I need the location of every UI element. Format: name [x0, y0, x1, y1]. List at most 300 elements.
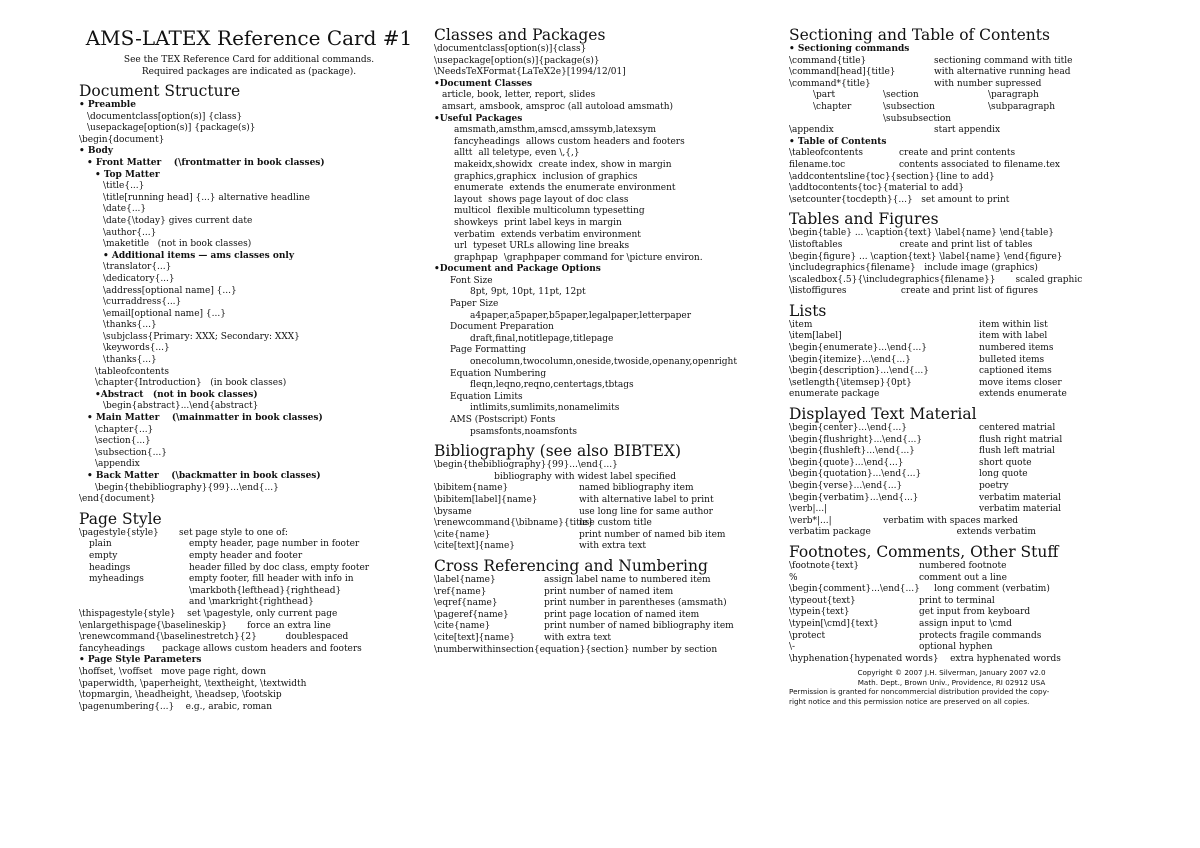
- option-values: draft,final,notitlepage,titlepage: [470, 333, 614, 344]
- table-row: [789, 320, 1114, 332]
- row-command: url: [454, 241, 467, 252]
- row-description: print page location of named item: [544, 609, 700, 620]
- table-row: [79, 597, 419, 609]
- table-row: [789, 355, 1114, 367]
- table-row: [434, 160, 779, 172]
- table-row: [789, 148, 1114, 160]
- section-level: \section: [883, 90, 919, 101]
- row-command: alltt: [454, 148, 473, 159]
- text-line: \date{...}: [103, 204, 147, 215]
- row-command: \begin{quote}...\end{...}: [789, 457, 904, 468]
- text-line: \begin{thebibliography}{99}...\end{...}: [434, 460, 618, 471]
- table-row: [789, 573, 1114, 585]
- row-description: shows page layout of doc class: [488, 194, 629, 205]
- text-line: \title{...}: [103, 181, 145, 192]
- table-row: [434, 241, 779, 253]
- section-heading: Page Style: [79, 509, 162, 528]
- text-line: \scaledbox{.5}{\includegraphics{filename}} scaled graphic: [789, 274, 1083, 285]
- table-row: [789, 389, 1114, 401]
- row-command: \command[head]{title}: [789, 67, 896, 78]
- row-description: item within list: [979, 319, 1048, 330]
- row-description: get input from keyboard: [919, 607, 1031, 618]
- row-command: \cite[text]{name}: [434, 541, 516, 552]
- section-heading: Lists: [789, 301, 827, 320]
- table-row: [434, 541, 779, 553]
- text-line: \pagenumbering{...} e.g., arabic, roman: [79, 701, 273, 712]
- row-command: amsmath,amsthm,amscd,amssymb,latexsym: [454, 125, 657, 136]
- text-line: \enlargethispage{\baselineskip} force an extra line: [79, 620, 331, 631]
- section-level: \subsubsection: [883, 113, 952, 124]
- text-line: • Page Style Parameters: [79, 655, 202, 666]
- row-command: \begin{center}...\end{...}: [789, 423, 907, 434]
- footnotes-table-2: [789, 596, 1114, 654]
- option-label: Equation Numbering: [450, 368, 547, 379]
- row-description: numbered footnote: [919, 560, 1007, 571]
- row-command: \typein{text}: [789, 607, 850, 618]
- section-heading: Classes and Packages: [434, 26, 606, 44]
- text-line: \title[running head] {...} alternative headline: [103, 192, 310, 203]
- text-line: \chapter{...}: [95, 424, 154, 435]
- row-description: flush right matrial: [979, 434, 1063, 445]
- text-line: \address[optional name] {...}: [103, 285, 237, 296]
- table-row: [434, 253, 779, 265]
- row-description: item with label: [979, 331, 1048, 342]
- table-row: [789, 366, 1114, 378]
- option-values: fleqn,leqno,reqno,centertags,tbtags: [470, 380, 634, 391]
- text-line: •Useful Packages: [434, 113, 523, 124]
- option-values: onecolumn,twocolumn,oneside,twoside,openany,openright: [470, 357, 737, 368]
- text-line: \listoffigures create and print list of figures: [789, 286, 1038, 297]
- text-line: \chapter{Introduction} (in book classes): [95, 378, 287, 389]
- row-command: graphpap: [454, 252, 498, 263]
- document-structure-list: [79, 100, 419, 506]
- text-line: \thanks{...}: [103, 355, 157, 366]
- row-command: \cite{name}: [434, 529, 491, 540]
- row-command: \item: [789, 319, 813, 330]
- row-description: move items closer: [979, 377, 1062, 388]
- option-label: Font Size: [450, 275, 493, 286]
- text-line: \appendix: [95, 459, 140, 470]
- row-description: \graphpaper command for \picture environ.: [503, 252, 703, 263]
- text-line: \thispagestyle{style} set \pagestyle, only current page: [79, 608, 338, 619]
- table-row: [434, 148, 779, 160]
- row-command: \tableofcontents: [789, 148, 863, 159]
- table-row: [434, 495, 779, 507]
- row-description: protects fragile commands: [919, 630, 1042, 641]
- text-line: \renewcommand{\baselinestretch}{2} doublespaced: [79, 632, 349, 643]
- text-line: \curraddress{...}: [103, 297, 182, 308]
- table-row: [789, 56, 1114, 68]
- sectioning-levels: [789, 90, 1114, 125]
- row-description: print to terminal: [919, 595, 995, 606]
- text-line: • Body: [79, 146, 114, 157]
- row-command: verbatim: [454, 229, 495, 240]
- row-description: empty footer, fill header with info in: [189, 574, 354, 585]
- row-command: %: [789, 572, 798, 583]
- section-level: \subsection: [883, 101, 935, 112]
- table-row: [789, 423, 1114, 435]
- row-command: \-: [789, 642, 796, 653]
- row-command: \pageref{name}: [434, 609, 509, 620]
- text-line: • Additional items — ams classes only: [103, 250, 295, 261]
- table-row: [789, 435, 1114, 447]
- text-line: article, book, letter, report, slides: [442, 90, 596, 101]
- subheading: • Table of Contents: [789, 136, 887, 147]
- row-description: print number of named item: [544, 586, 674, 597]
- text-line: \documentclass[option(s)]{class}: [434, 44, 587, 54]
- row-command: makeidx,showidx: [454, 159, 533, 170]
- text-line: •Document Classes: [434, 78, 533, 89]
- row-description: print label keys in margin: [504, 217, 622, 228]
- subheading: • Sectioning commands: [789, 44, 910, 54]
- footnotes-table: [789, 561, 1114, 584]
- text-line: \listoftables create and print list of tables: [789, 239, 1033, 250]
- row-description: print number of named bib item: [579, 529, 726, 540]
- row-command: \cite{name}: [434, 621, 491, 632]
- text-line: \begin{table} ... \caption{text} \label{name} \end{table}: [789, 228, 1055, 239]
- section-heading: Document Structure: [79, 82, 241, 100]
- table-row: [434, 218, 779, 230]
- table-row: [789, 619, 1114, 631]
- table-row: [789, 378, 1114, 390]
- text-line: \verb*|...| verbatim with spaces marked: [789, 515, 1019, 526]
- classes-list: [434, 44, 779, 125]
- row-command: myheadings: [89, 574, 144, 585]
- row-description: empty header, page number in footer: [189, 539, 360, 550]
- row-description: typeset URLs allowing line breaks: [472, 241, 630, 252]
- row-description: extends enumerate: [979, 389, 1067, 400]
- title-note: Required packages are indicated as (package).: [141, 67, 357, 77]
- row-description: empty header and footer: [189, 550, 303, 561]
- row-description: with alternative label to print: [579, 494, 714, 505]
- text-line: \usepackage[option(s)] {package(s)}: [87, 123, 256, 134]
- row-command: \item[label]: [789, 331, 842, 342]
- row-description: sectioning command with title: [934, 55, 1073, 66]
- row-description: flush left matrial: [979, 446, 1056, 457]
- address: Math. Dept., Brown Univ., Providence, RI 02912 USA: [857, 677, 1046, 687]
- option-values: intlimits,sumlimits,nonamelimits: [470, 403, 620, 414]
- text-line: • Preamble: [79, 100, 136, 110]
- text-line: \author{...}: [103, 227, 157, 238]
- row-command: \label{name}: [434, 574, 496, 585]
- text-line: •Abstract (not in book classes): [95, 389, 258, 400]
- text-line: fancyheadings package allows custom headers and footers: [79, 643, 362, 654]
- option-label: Page Formatting: [450, 345, 527, 356]
- row-description: contents associated to filename.tex: [899, 159, 1060, 170]
- row-command: \command*{title}: [789, 78, 871, 89]
- option-values: psamsfonts,noamsfonts: [470, 426, 578, 437]
- card-title: AMS-LATEX Reference Card #1: [85, 26, 413, 50]
- row-description: assign label name to numbered item: [544, 574, 711, 585]
- text-line: \usepackage[option(s)]{package(s)}: [434, 55, 600, 66]
- row-command: enumerate: [454, 183, 504, 194]
- table-row: [434, 598, 779, 610]
- section-heading: Tables and Figures: [789, 210, 939, 229]
- row-command: \begin{quotation}...\end{...}: [789, 469, 922, 480]
- row-command: \renewcommand{\bibname}{title}: [434, 518, 594, 529]
- row-description: verbatim material: [979, 504, 1061, 515]
- row-description: centered matrial: [979, 423, 1056, 434]
- row-command: graphics,graphicx: [454, 171, 537, 182]
- row-description: allows custom headers and footers: [525, 136, 685, 147]
- packages-table: [434, 125, 779, 264]
- page-style-table: [79, 528, 419, 609]
- table-row: [434, 195, 779, 207]
- text-line: \end{document}: [79, 494, 156, 505]
- row-command: fancyheadings: [454, 136, 520, 147]
- options-list: [434, 276, 779, 438]
- row-description: numbered items: [979, 343, 1054, 354]
- row-command: [79, 586, 189, 598]
- text-line: \addtocontents{toc}{material to add}: [789, 183, 965, 194]
- text-line: \translator{...}: [103, 262, 172, 273]
- row-description: flexible multicolumn typesetting: [497, 206, 645, 217]
- table-row: [434, 183, 779, 195]
- table-row: [79, 539, 419, 551]
- row-command: \cite[text]{name}: [434, 632, 516, 643]
- option-label: AMS (Postscript) Fonts: [450, 415, 556, 425]
- table-row: [79, 574, 419, 586]
- row-description: optional hyphen: [919, 642, 993, 653]
- table-row: [789, 79, 1114, 91]
- section-level: [988, 114, 1098, 126]
- lists-table: [789, 320, 1114, 401]
- toc-table: [789, 148, 1114, 171]
- row-description: create index, show in margin: [538, 159, 672, 170]
- table-row: [434, 137, 779, 149]
- option-label: Equation Limits: [450, 391, 523, 402]
- table-row: [789, 642, 1114, 654]
- table-row: [789, 596, 1114, 608]
- tables-list: [789, 228, 1114, 298]
- text-line: \dedicatory{...}: [103, 273, 175, 284]
- row-description: print number of named bibliography item: [544, 621, 734, 632]
- row-command: \bibitem[label]{name}: [434, 494, 538, 505]
- text-line: \topmargin, \headheight, \headsep, \footskip: [79, 690, 282, 701]
- table-row: [79, 551, 419, 563]
- table-row: [434, 587, 779, 599]
- section-level: \part: [813, 90, 836, 101]
- table-row: [789, 561, 1114, 573]
- row-command: layout: [454, 194, 483, 205]
- row-description: assign input to \cmd: [919, 618, 1012, 629]
- table-row: [789, 493, 1114, 505]
- text-line: \begin{document}: [79, 134, 165, 145]
- table-row: [434, 125, 779, 137]
- section-level: [813, 114, 883, 126]
- table-row: [789, 504, 1114, 516]
- section-level: \subparagraph: [988, 101, 1055, 112]
- row-command: \typeout{text}: [789, 595, 856, 606]
- row-command: [79, 597, 189, 609]
- text-line: \hoffset, \voffset move page right, down: [79, 666, 267, 677]
- row-description: long quote: [979, 469, 1028, 480]
- row-description: short quote: [979, 457, 1032, 468]
- option-label: Paper Size: [450, 299, 499, 310]
- row-description: \markboth{lefthead}{righthead}: [189, 585, 342, 596]
- row-description: and \markright{righthead}: [189, 597, 314, 608]
- table-row: [434, 610, 779, 622]
- text-line: • Main Matter (\mainmatter in book classes): [87, 413, 323, 424]
- row-command: \begin{flushleft}...\end{...}: [789, 446, 915, 457]
- row-description: verbatim material: [979, 492, 1061, 503]
- appendix-row: \appendix start appendix: [789, 125, 1001, 136]
- text-line: \thanks{...}: [103, 320, 157, 331]
- table-row: [434, 483, 779, 495]
- bibliography-table: [434, 483, 779, 553]
- text-line: \documentclass[option(s)] {class}: [87, 111, 243, 122]
- table-row: [434, 507, 779, 519]
- row-command: \bysame: [434, 506, 472, 517]
- row-command: \begin{enumerate}...\end{...}: [789, 343, 927, 354]
- text-line: \tableofcontents: [95, 366, 169, 377]
- row-description: bulleted items: [979, 354, 1045, 365]
- row-command: \eqref{name}: [434, 598, 498, 609]
- table-row: [434, 230, 779, 242]
- copyright: Copyright © 2007 J.H. Silverman, January 2007 v2.0: [857, 668, 1046, 678]
- text-line: • Front Matter (\frontmatter in book classes): [87, 157, 325, 168]
- table-row: [789, 160, 1114, 172]
- text-line: \keywords{...}: [103, 343, 170, 354]
- section-heading: Cross Referencing and Numbering: [434, 556, 708, 575]
- row-command: \pagestyle{style}: [79, 527, 159, 538]
- table-row: [789, 481, 1114, 493]
- table-row: [789, 631, 1114, 643]
- displayed-table: [789, 423, 1114, 516]
- table-row: [789, 458, 1114, 470]
- crossref-last: \numberwithinsection{equation}{section} number by section: [434, 644, 718, 655]
- section-heading: Bibliography (see also BIBTEX): [434, 442, 682, 461]
- section-heading: Displayed Text Material: [789, 405, 977, 424]
- row-description: use long line for same author: [579, 506, 713, 517]
- table-row: [789, 469, 1114, 481]
- row-description: poetry: [979, 481, 1009, 491]
- row-command: empty: [89, 550, 118, 561]
- text-line: \paperwidth, \paperheight, \textheight, \textwidth: [79, 678, 307, 689]
- table-row: [789, 446, 1114, 458]
- table-row: [434, 530, 779, 542]
- row-description: print number in parentheses (amsmath): [544, 598, 727, 609]
- section-heading: Sectioning and Table of Contents: [789, 26, 1050, 44]
- table-row: [434, 633, 779, 645]
- text-line: • Top Matter: [95, 169, 160, 180]
- row-command: \begin{verbatim}...\end{...}: [789, 492, 919, 503]
- displayed-list: [789, 516, 1114, 539]
- table-row: [789, 331, 1114, 343]
- table-row: [434, 575, 779, 587]
- row-description: header filled by doc class, empty footer: [189, 562, 370, 573]
- row-command: \begin{verse}...\end{...}: [789, 481, 903, 491]
- section-heading: Footnotes, Comments, Other Stuff: [789, 542, 1059, 561]
- table-row: [79, 586, 419, 598]
- row-description: set page style to one of:: [179, 527, 288, 538]
- row-command: \begin{description}...\end{...}: [789, 366, 929, 377]
- title-note: See the TEX Reference Card for additional commands.: [123, 55, 375, 65]
- permission: right notice and this permission notice are preserved on all copies.: [789, 696, 1030, 706]
- footnotes-line: \begin{comment}...\end{...} long comment (verbatim): [789, 584, 1050, 595]
- row-description: comment out a line: [919, 572, 1007, 583]
- text-line: amsart, amsbook, amsproc (all autoload amsmath): [442, 101, 674, 112]
- table-row: [789, 67, 1114, 79]
- text-line: \setcounter{tocdepth}{...} set amount to print: [789, 194, 1010, 205]
- text-line: \maketitle (not in book classes): [103, 239, 252, 250]
- row-description: inclusion of graphics: [542, 171, 638, 182]
- row-description: extends the enumerate environment: [509, 183, 676, 194]
- row-command: filename.toc: [789, 159, 846, 170]
- row-command: multicol: [454, 206, 492, 217]
- bibliography-list: [434, 460, 779, 483]
- text-line: \email[optional name] {...}: [103, 308, 226, 319]
- text-line: \section{...}: [95, 436, 151, 447]
- text-line: \NeedsTeXFormat{LaTeX2e}[1994/12/01]: [434, 67, 626, 78]
- table-row: [789, 607, 1114, 619]
- table-row: [434, 621, 779, 633]
- option-values: a4paper,a5paper,b5paper,legalpaper,letterpaper: [470, 310, 692, 321]
- section-level: \paragraph: [988, 90, 1039, 101]
- row-command: plain: [89, 539, 112, 550]
- column-right: [789, 20, 1114, 706]
- row-command: headings: [89, 562, 131, 573]
- row-command: \protect: [789, 630, 826, 641]
- table-row: [79, 528, 419, 540]
- column-middle: [434, 20, 779, 656]
- crossref-table: [434, 575, 779, 645]
- row-command: \verb|...|: [789, 504, 828, 515]
- text-line: \addcontentsline{toc}{section}{line to add}: [789, 171, 995, 182]
- option-label: Document Preparation: [450, 322, 554, 333]
- table-row: [434, 206, 779, 218]
- toc-list: [789, 172, 1114, 207]
- options-heading: •Document and Package Options: [434, 264, 601, 275]
- row-description: create and print contents: [899, 148, 1016, 159]
- row-description: named bibliography item: [579, 483, 694, 494]
- text-line: \begin{figure} ... \caption{text} \label{name} \end{figure}: [789, 251, 1063, 262]
- table-row: [434, 518, 779, 530]
- row-description: with extra text: [579, 541, 647, 552]
- table-row: [789, 343, 1114, 355]
- text-line: \subjclass{Primary: XXX; Secondary: XXX}: [103, 331, 300, 342]
- text-line: bibliography with widest label specified: [434, 471, 676, 482]
- row-description: extends verbatim environment: [500, 229, 641, 240]
- row-command: \setlength{\itemsep}{0pt}: [789, 377, 912, 388]
- row-command: showkeys: [454, 217, 499, 228]
- page-style-list: [79, 609, 419, 713]
- row-command: \begin{itemize}...\end{...}: [789, 354, 911, 365]
- column-left: [79, 20, 419, 713]
- section-level: \chapter: [813, 101, 852, 112]
- table-row: [434, 172, 779, 184]
- text-line: \subsection{...}: [95, 447, 167, 458]
- table-row: [79, 563, 419, 575]
- row-command: \command{title}: [789, 55, 867, 66]
- permission: Permission is granted for noncommercial distribution provided the copy-: [789, 687, 1050, 697]
- option-values: 8pt, 9pt, 10pt, 11pt, 12pt: [470, 287, 586, 298]
- row-command: \begin{flushright}...\end{...}: [789, 434, 923, 445]
- row-command: \bibitem{name}: [434, 483, 509, 494]
- footnotes-line: \hyphenation{hypenated words} extra hyphenated words: [789, 653, 1061, 664]
- row-description: with number supressed: [934, 78, 1042, 89]
- text-line: verbatim package extends verbatim: [789, 527, 1036, 538]
- row-description: all teletype, even \,{,}: [478, 148, 580, 159]
- text-line: \begin{abstract}...\end{abstract}: [103, 401, 259, 412]
- row-command: enumerate package: [789, 389, 880, 400]
- text-line: \date{\today} gives current date: [103, 215, 253, 226]
- text-line: \includegraphics{filename} include image (graphics): [789, 263, 1038, 274]
- sectioning-table: [789, 56, 1114, 91]
- row-command: \typein[\cmd]{text}: [789, 618, 879, 629]
- row-command: \ref{name}: [434, 586, 487, 597]
- row-description: with alternative running head: [934, 67, 1071, 78]
